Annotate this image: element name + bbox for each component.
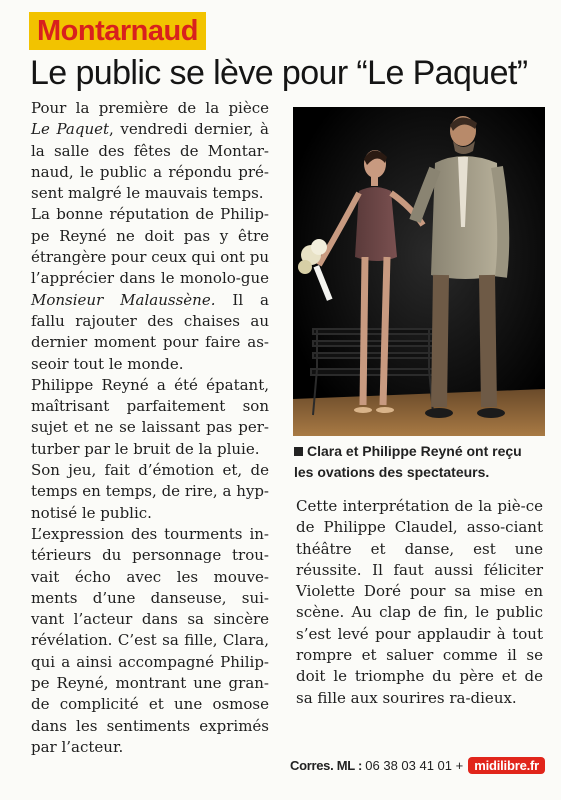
caption-bullet-icon (294, 447, 303, 456)
italic-title: Monsieur Malaussène. (31, 290, 216, 309)
section-label: Montarnaud (29, 12, 206, 50)
stage-photo-illustration (293, 107, 545, 436)
correspondent-label: Corres. ML : (290, 757, 363, 773)
article-paragraph: L’expression des tourments in-térieurs du personnage trou-vait écho avec les mouve-ments d’une danseuse, sui-vant l’acteur dans sa sincère révélation. C’est sa fille, Clara, qui a ainsi accompagné Philip-pe Reyné, montrant une gran-de complicité et une osmose dans les sentiments exprimés par l’acteur. (31, 524, 269, 756)
italic-title: Le Paquet (31, 120, 110, 139)
article-body-left (31, 98, 269, 758)
article-headline: Le public se lève pour “Le Paquet” (30, 54, 528, 92)
article-body-right (296, 496, 543, 709)
correspondent-phone: 06 38 03 41 01 + (365, 757, 464, 773)
article-paragraph: La bonne réputation de Philip-pe Reyné ne doit pas y être étrangère pour ceux qui ont pu l’apprécier dans le monolo-gue Monsieur Malaussène. Il a fallu rajouter des chaises au dernier moment pour faire as-seoir tout le monde. (31, 205, 269, 373)
article-paragraph: Son jeu, fait d’émotion et, de temps en temps, de rire, a hyp-notisé le public. (31, 461, 269, 522)
article-footer (290, 754, 545, 776)
article-paragraph: Pour la première de la pièce Le Paquet, vendredi dernier, à la salle des fêtes de Montar-naud, le public a répondu pré-sent malgré le mauvais temps. (31, 99, 269, 203)
brand-logo: midilibre.fr (468, 757, 545, 774)
caption-text: Clara et Philippe Reyné ont reçu les ovations des spectateurs. (294, 443, 522, 480)
article-paragraph: Cette interprétation de la piè-ce de Philippe Claudel, asso-ciant théâtre et danse, est une réussite. Il faut aussi féliciter Violette Doré pour sa mise en scène. Au clap de fin, le public s’est levé pour applaudir à tout rompre et saluer comme il se doit le triomphe du père et de sa fille aux sourires ra-dieux. (296, 497, 543, 707)
photo-caption (294, 441, 544, 483)
article-photo (293, 107, 545, 436)
article-paragraph: Philippe Reyné a été épatant, maîtrisant parfaitement son sujet et ne se laissant pas per-turber par le bruit de la pluie. (31, 375, 269, 458)
